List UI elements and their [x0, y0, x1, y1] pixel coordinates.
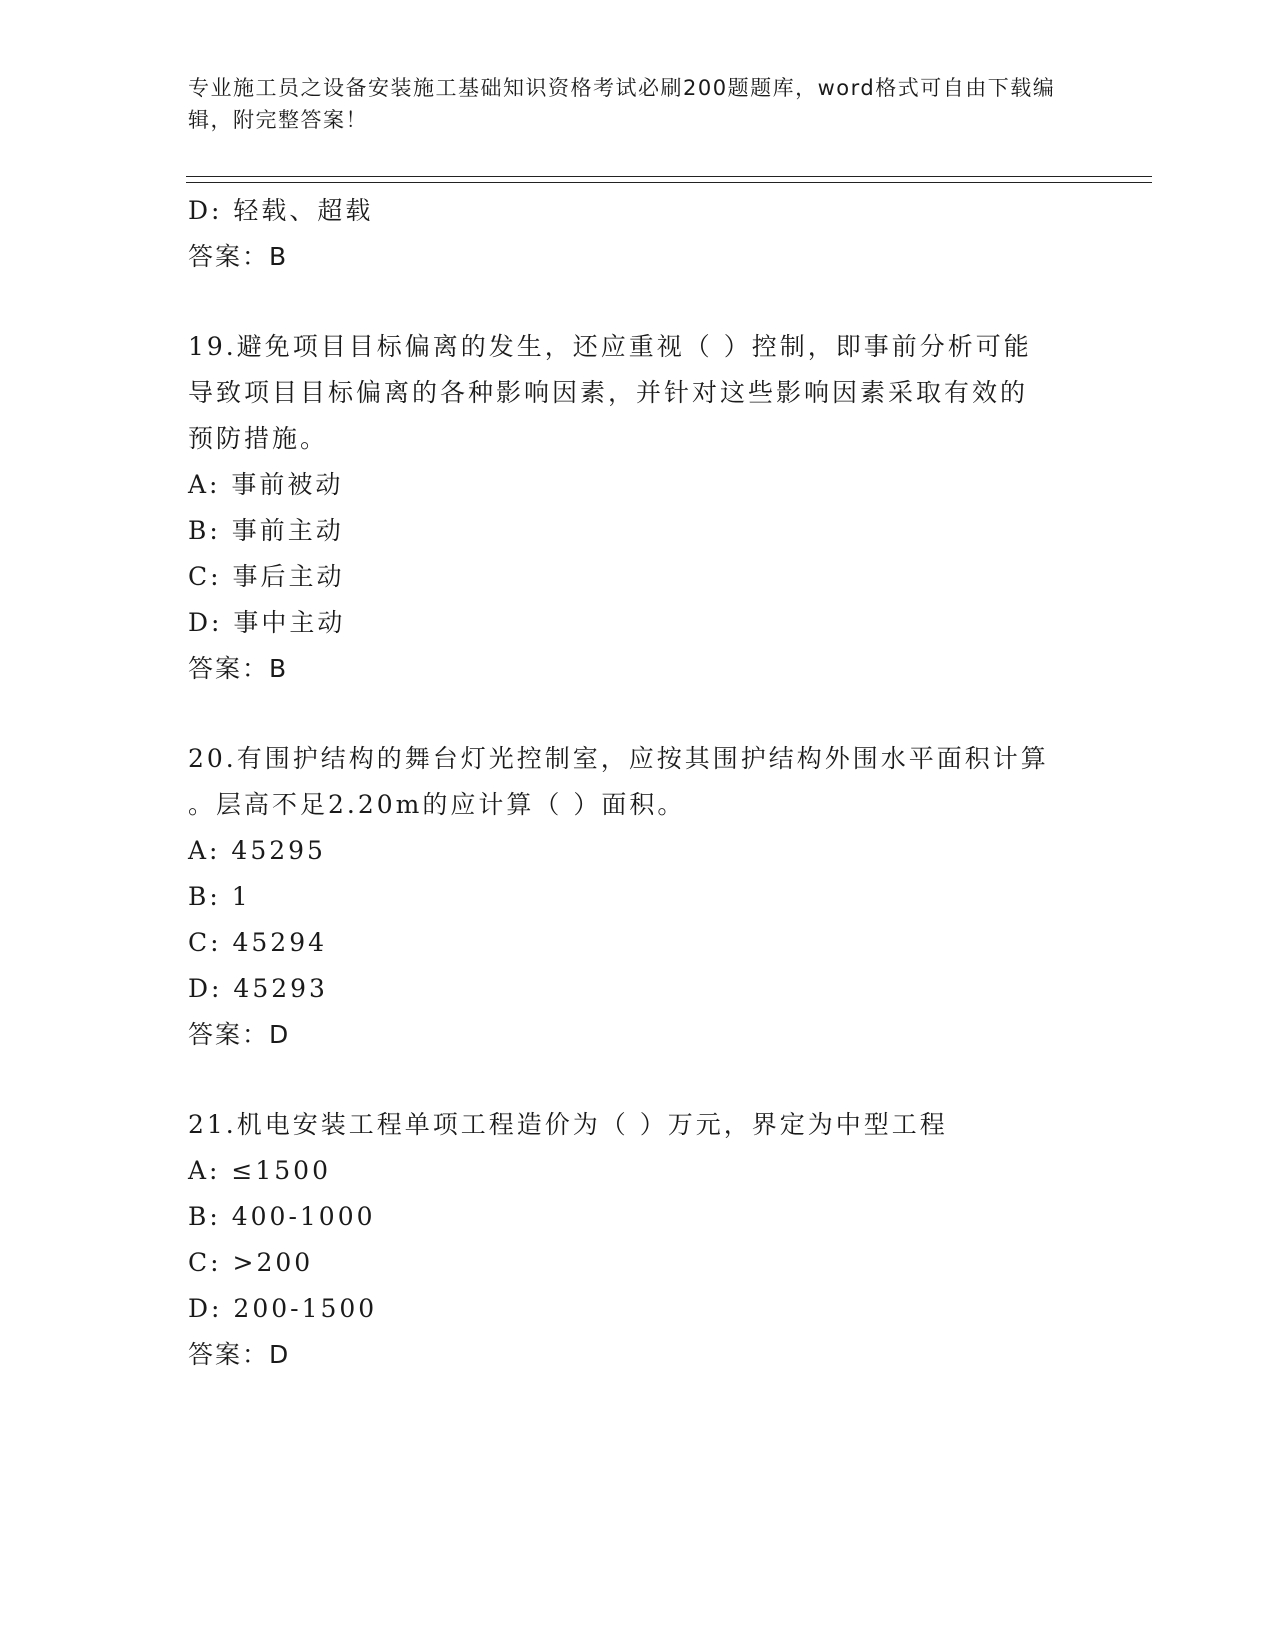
question-stem: 。层高不足2.20m的应计算（ ）面积。: [188, 790, 686, 819]
answer: 答案：B: [188, 654, 289, 683]
option-b: B: 1: [188, 882, 251, 911]
option-a: A: ≤1500: [188, 1156, 331, 1185]
document-header: 专业施工员之设备安装施工基础知识资格考试必刷200题题库，word格式可自由下载编辑，附完整答案！: [188, 76, 1056, 132]
question-21: [188, 1102, 1088, 1378]
question-content: [188, 188, 1088, 1378]
header-divider-bottom: [186, 182, 1152, 183]
option-d: D: 45293: [188, 974, 328, 1003]
option-a: A: 事前被动: [188, 470, 344, 499]
spacer: [188, 692, 1088, 736]
spacer: [188, 1058, 1088, 1102]
spacer: [188, 280, 1088, 324]
option-d: D: 200-1500: [188, 1294, 378, 1323]
question-20: [188, 736, 1088, 1058]
answer: 答案：D: [188, 1340, 291, 1369]
option-c: C: >200: [188, 1248, 314, 1277]
option-b: B: 事前主动: [188, 516, 344, 545]
option-d: D: 事中主动: [188, 608, 346, 637]
option-b: B: 400-1000: [188, 1202, 376, 1231]
option-c: C: 45294: [188, 928, 328, 957]
prev-answer: 答案：B: [188, 242, 289, 271]
question-stem: 19.避免项目目标偏离的发生，还应重视（ ）控制，即事前分析可能: [188, 332, 1032, 361]
question-stem: 21.机电安装工程单项工程造价为（ ）万元，界定为中型工程: [188, 1110, 948, 1139]
question-stem: 预防措施。: [188, 424, 329, 453]
prev-option-d: D: 轻载、超载: [188, 196, 374, 225]
question-stem: 导致项目目标偏离的各种影响因素，并针对这些影响因素采取有效的: [188, 378, 1029, 407]
option-a: A: 45295: [188, 836, 326, 865]
header-divider-top: [186, 176, 1152, 177]
answer: 答案：D: [188, 1020, 291, 1049]
option-c: C: 事后主动: [188, 562, 345, 591]
question-19: [188, 324, 1088, 692]
question-stem: 20.有围护结构的舞台灯光控制室，应按其围护结构外围水平面积计算: [188, 744, 1049, 773]
